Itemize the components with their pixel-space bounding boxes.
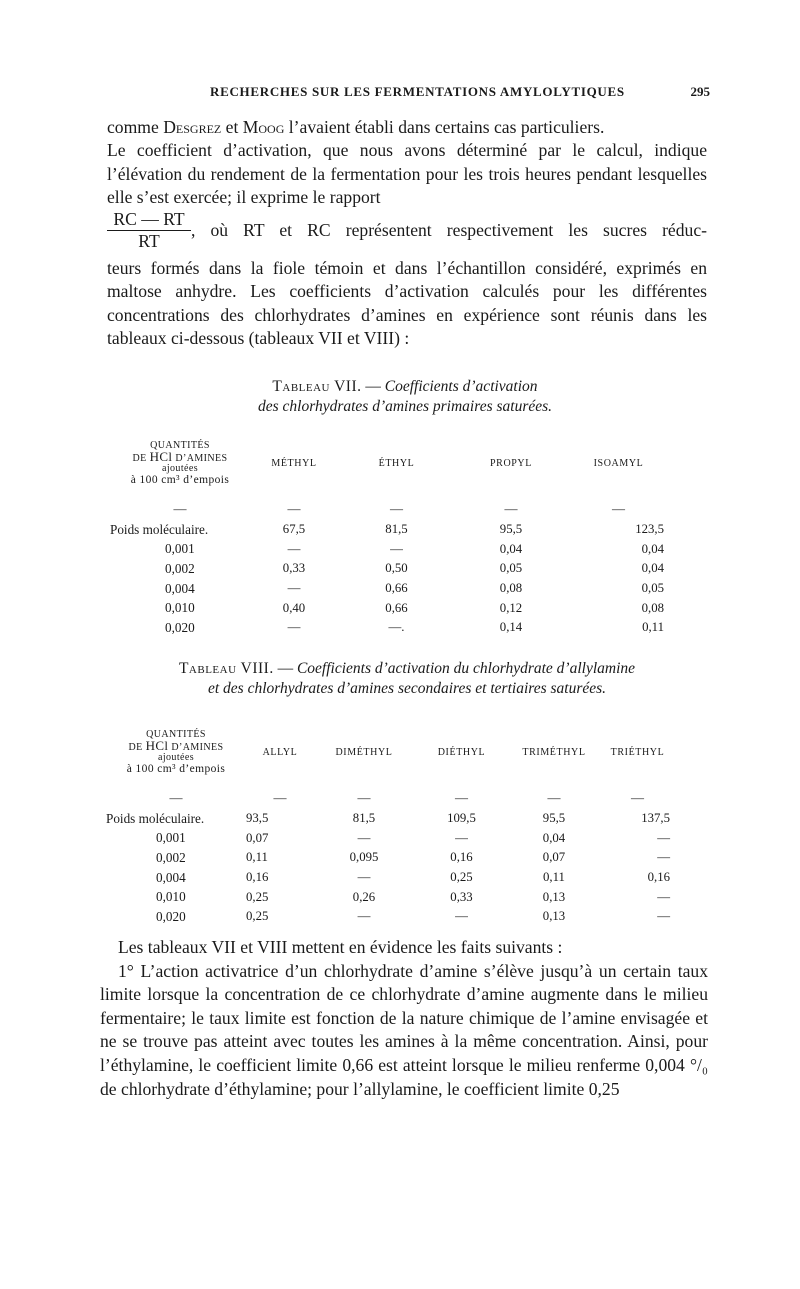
table7-col-methyl: MÉTHYL — [271, 457, 317, 469]
intro-paragraph — [107, 116, 707, 210]
table-row: 0,004 — 0,66 0,08 0,05 — [165, 580, 664, 596]
table8-rule-row: — — — — — — — [169, 790, 644, 805]
page-number: 295 — [690, 84, 710, 99]
table-row: 0,001 0,07 — — 0,04 — — [156, 830, 670, 846]
intro-first-line: comme Desgrez et Moog l’avaient établi dans certains cas particuliers. — [107, 117, 605, 137]
table-row: 0,004 0,16 — 0,25 0,11 0,16 — [156, 869, 670, 885]
table8-label: Tableau VIII. — [178, 660, 274, 677]
table7-title-line1: Coefficients d’activation — [384, 378, 538, 395]
author-moog: Moog — [242, 117, 285, 137]
table7-col-ethyl: ÉTHYL — [378, 457, 415, 469]
intro-continuation: teurs formés dans la fiole témoin et dans l’échantillon considéré, exprimés en maltose anhydre. Les coefficients d’activation calculés pour les différentes concentrations des chlorhydrates d’amines en expérience sont réunis dans les tableaux ci-dessous (tableaux VII et VIII) : — [107, 258, 707, 349]
conclusion-point-1: 1° L’action activatrice d’un chlorhydrate d’amine s’élève jusqu’à un certain taux limite lorsque la concentration de ce chlorhydrate d’amine augmente dans le milieu fermentaire; le taux limite est fonction de la nature chimique de l’amine envisagée et ne se trouve pas atteint avec toutes les amines à la même concentration. Ainsi, pour l’éthylamine, le coefficient limite 0,66 est atteint lorsque le milieu renferme 0,004 °/₀ de chlorhydrate d’éthylamine; pour l’allylamine, le coefficient limite 0,25 — [100, 960, 708, 1099]
table8-caption: Tableau VIII. — Coefficients d’activation du chlorhydrate d’allylamine et des chlorhydrates d’amines secondaires et tertiaires saturées. — [178, 660, 636, 697]
table7-mol-row — [110, 520, 670, 540]
table7-header-row — [110, 428, 670, 498]
table8 — [106, 717, 676, 927]
table7 — [110, 428, 670, 638]
table-cell: 81,5 — [385, 522, 408, 537]
author-desgrez: Desgrez — [163, 117, 222, 137]
fraction-denominator: RT — [138, 231, 160, 251]
table-row: 0,002 0,33 0,50 0,05 0,04 — [165, 560, 664, 576]
table7-col-propyl: PROPYL — [490, 457, 532, 469]
conclusion-intro: Les tableaux VII et VIII mettent en évidence les faits suivants : — [118, 937, 563, 957]
table-row: 0,020 0,25 — — 0,13 — — [156, 908, 670, 924]
table7-quantity-header: QUANTITÉS DE HCl D’AMINES ajoutées à 100 cm³ d’empois — [130, 440, 230, 486]
table8-col-trimethyl: TRIMÉTHYL — [522, 746, 586, 758]
intro-text: Le coefficient d’activation, que nous avons déterminé par le calcul, indique l’élévation du rendement de la fermentation pour les trois heures pendant lesquelles elle s’est exercée; il exprime le rapport — [107, 140, 707, 208]
table8-title-line2: et des chlorhydrates d’amines secondaires et tertiaires saturées. — [207, 680, 607, 697]
fraction-numerator: RC — RT — [107, 210, 191, 231]
running-head — [105, 84, 710, 106]
table8-mol-row: Poids moléculaire. 93,5 81,5 109,5 95,5 137,5 — [106, 809, 676, 829]
table8-col-allyl: ALLYL — [262, 746, 298, 758]
table-cell: 95,5 — [499, 522, 523, 537]
table8-col-dimethyl: DIMÉTHYL — [335, 746, 393, 758]
table8-quantity-header: QUANTITÉS DE HCl D’AMINES ajoutées à 100 cm³ d’empois — [126, 729, 226, 775]
table7-col-isoamyl: ISOAMYL — [593, 457, 644, 469]
table-row: 0,020 — —. 0,14 0,11 — [165, 619, 664, 635]
fraction-tail: , où RT et RC représentent respectivement les sucres réduc- — [191, 220, 707, 240]
table-row: 0,001 — — 0,04 0,04 — [165, 541, 664, 557]
table-row: 0,002 0,11 0,095 0,16 0,07 — — [156, 849, 670, 865]
table-row: 0,010 0,25 0,26 0,33 0,13 — — [156, 889, 670, 905]
table7-label: Tableau VII. — [272, 378, 362, 395]
conclusion — [100, 936, 708, 1101]
table7-mol-label: Poids moléculaire. — [110, 521, 209, 537]
table8-mol-label: Poids moléculaire. — [106, 810, 205, 826]
table8-col-diethyl: DIÉTHYL — [437, 746, 486, 758]
table7-caption: Tableau VII. — Coefficients d’activation des chlorhydrates d’amines primaires saturées. — [257, 378, 553, 415]
running-head-title: RECHERCHES SUR LES FERMENTATIONS AMYLOLYTIQUES — [210, 84, 625, 99]
table-row: 0,010 0,40 0,66 0,12 0,08 — [165, 600, 664, 616]
table8-title-line1: Coefficients d’activation du chlorhydrate d’allylamine — [296, 660, 636, 677]
table-cell: 67,5 — [282, 522, 306, 537]
table8-header-row — [106, 717, 676, 787]
table7-rule-row: — — — — — — [173, 501, 625, 516]
table8-col-triethyl: TRIÉTHYL — [610, 746, 665, 758]
table7-title-line2: des chlorhydrates d’amines primaires saturées. — [257, 398, 553, 415]
ratio-fraction — [107, 210, 191, 251]
fraction-line — [107, 210, 707, 254]
table-cell: 123,5 — [635, 522, 664, 537]
